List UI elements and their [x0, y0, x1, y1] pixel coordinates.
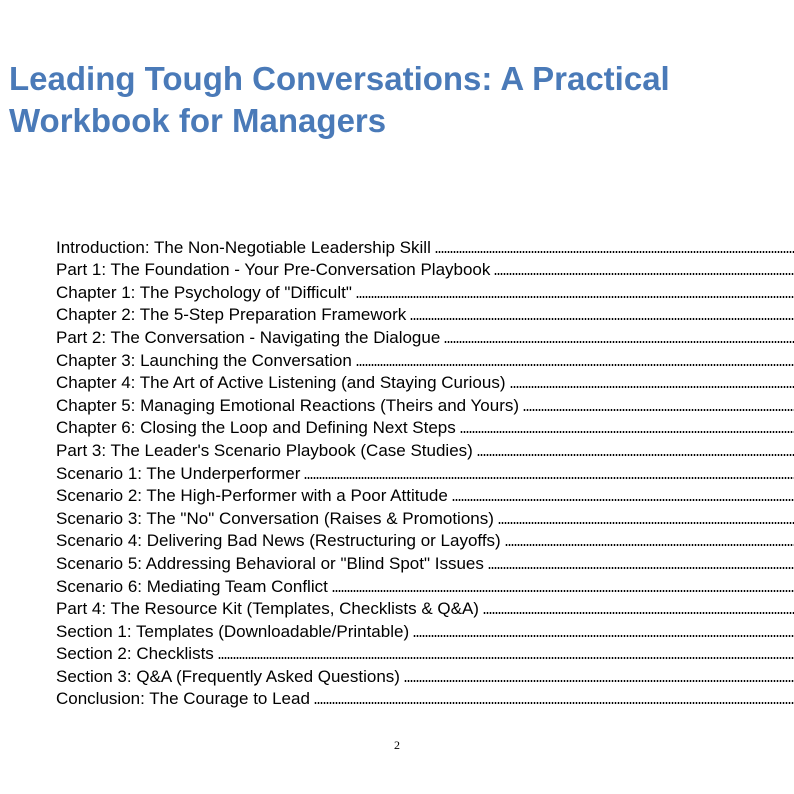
toc-entry-label: Introduction: The Non-Negotiable Leadership Skill: [56, 237, 431, 257]
toc-entry[interactable]: [56, 642, 794, 665]
toc-entry-label: Part 1: The Foundation - Your Pre-Conversation Playbook: [56, 260, 491, 280]
toc-entry-label: Chapter 4: The Art of Active Listening (and Staying Curious): [56, 373, 506, 393]
toc-entry[interactable]: [56, 687, 794, 710]
toc-dot-leader: [304, 476, 794, 480]
toc-entry-label: Scenario 4: Delivering Bad News (Restructuring or Layoffs): [56, 531, 501, 551]
toc-dot-leader: [460, 430, 794, 434]
toc-entry-label: Chapter 6: Closing the Loop and Defining Next Steps: [56, 418, 456, 438]
toc-entry[interactable]: [56, 484, 794, 507]
table-of-contents: [56, 235, 794, 709]
toc-dot-leader: [404, 679, 794, 683]
toc-dot-leader: [410, 317, 794, 321]
toc-entry-label: Part 4: The Resource Kit (Templates, Checklists & Q&A): [56, 599, 479, 619]
toc-entry-label: Section 3: Q&A (Frequently Asked Questions): [56, 666, 400, 686]
toc-dot-leader: [444, 340, 794, 344]
toc-entry[interactable]: [56, 258, 794, 281]
toc-dot-leader: [435, 250, 794, 254]
toc-dot-leader: [494, 272, 794, 276]
toc-dot-leader: [488, 566, 794, 570]
toc-entry[interactable]: [56, 325, 794, 348]
toc-dot-leader: [498, 521, 794, 525]
toc-dot-leader: [510, 385, 794, 389]
toc-dot-leader: [356, 295, 794, 299]
toc-entry-label: Chapter 1: The Psychology of "Difficult": [56, 282, 352, 302]
toc-entry-label: Section 1: Templates (Downloadable/Printable): [56, 621, 410, 641]
toc-entry-label: Section 2: Checklists: [56, 644, 214, 664]
toc-entry[interactable]: [56, 664, 794, 687]
toc-entry[interactable]: [56, 438, 794, 461]
document-title-line-1: Leading Tough Conversations: A Practical: [9, 60, 670, 97]
toc-dot-leader: [523, 408, 794, 412]
toc-dot-leader: [413, 634, 794, 638]
toc-entry-label: Chapter 3: Launching the Conversation: [56, 350, 352, 370]
toc-entry-label: Part 3: The Leader's Scenario Playbook (Case Studies): [56, 440, 473, 460]
toc-dot-leader: [505, 543, 794, 547]
toc-dot-leader: [314, 701, 794, 705]
toc-entry[interactable]: [56, 348, 794, 371]
toc-entry-label: Chapter 5: Managing Emotional Reactions (Theirs and Yours): [56, 395, 520, 415]
toc-entry-label: Scenario 1: The Underperformer: [56, 463, 301, 483]
toc-dot-leader: [483, 611, 794, 615]
toc-entry[interactable]: [56, 619, 794, 642]
toc-entry[interactable]: [56, 416, 794, 439]
toc-entry-label: Scenario 5: Addressing Behavioral or "Blind Spot" Issues: [56, 553, 484, 573]
toc-entry-label: Chapter 2: The 5-Step Preparation Framework: [56, 305, 407, 325]
toc-entry[interactable]: [56, 393, 794, 416]
toc-entry[interactable]: [56, 280, 794, 303]
toc-entry-label: Part 2: The Conversation - Navigating the Dialogue: [56, 327, 441, 347]
page-number: 2: [394, 738, 400, 752]
toc-entry[interactable]: [56, 574, 794, 597]
toc-entry[interactable]: [56, 597, 794, 620]
toc-entry[interactable]: [56, 235, 794, 258]
toc-entry[interactable]: [56, 303, 794, 326]
toc-entry[interactable]: [56, 529, 794, 552]
toc-entry[interactable]: [56, 371, 794, 394]
toc-entry[interactable]: [56, 551, 794, 574]
toc-entry[interactable]: [56, 461, 794, 484]
toc-dot-leader: [218, 656, 794, 660]
toc-entry-label: Scenario 6: Mediating Team Conflict: [56, 576, 328, 596]
toc-entry-label: Scenario 2: The High-Performer with a Poor Attitude: [56, 486, 448, 506]
toc-dot-leader: [332, 589, 794, 593]
document-title-line-2: Workbook for Managers: [9, 102, 387, 139]
toc-entry-label: Conclusion: The Courage to Lead: [56, 689, 310, 709]
toc-dot-leader: [452, 498, 794, 502]
toc-dot-leader: [356, 363, 794, 367]
document-title: [9, 58, 794, 142]
toc-entry-label: Scenario 3: The "No" Conversation (Raises & Promotions): [56, 508, 494, 528]
toc-entry[interactable]: [56, 506, 794, 529]
toc-dot-leader: [477, 453, 794, 457]
